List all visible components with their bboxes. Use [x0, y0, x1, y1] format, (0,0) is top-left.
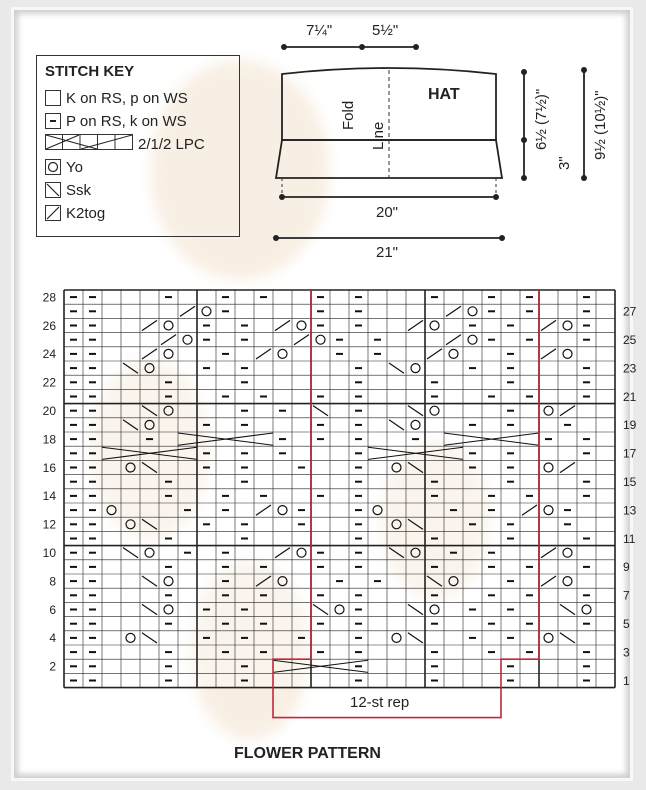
repeat-label: 12-st rep	[350, 694, 410, 711]
row-number-left: 20	[42, 403, 56, 418]
row-number-left: 18	[42, 432, 56, 447]
row-number-right: 11	[623, 531, 636, 546]
dim-right-c: 9½ (10½)"	[592, 90, 609, 160]
row-number-right: 17	[623, 446, 637, 461]
line-label: Line	[370, 121, 387, 150]
key-label: Yo	[66, 158, 83, 176]
row-number-left: 16	[42, 460, 56, 475]
key-label: K on RS, p on WS	[66, 89, 188, 107]
row-number-left: 8	[49, 574, 56, 589]
chart-title: FLOWER PATTERN	[234, 745, 381, 762]
row-number-right: 23	[623, 361, 637, 376]
row-number-right: 9	[623, 560, 630, 575]
hat-label: HAT	[428, 86, 460, 103]
flower-pattern-chart	[0, 280, 646, 720]
dim-right-a: 6½ (7½)"	[533, 88, 550, 150]
row-number-right: 13	[623, 503, 637, 518]
row-number-right: 3	[623, 645, 630, 660]
row-number-left: 4	[49, 631, 56, 646]
row-number-right: 19	[623, 418, 637, 433]
row-number-left: 2	[49, 659, 56, 674]
row-number-right: 5	[623, 616, 630, 631]
key-label: 2/1/2 LPC	[138, 135, 205, 153]
row-number-left: 14	[42, 489, 56, 504]
row-number-left: 22	[42, 375, 56, 390]
dim-top-left: 7¼"	[306, 22, 333, 39]
row-number-right: 25	[623, 332, 637, 347]
row-number-right: 21	[623, 389, 637, 404]
key-label: P on RS, k on WS	[66, 112, 187, 130]
row-number-left: 24	[42, 347, 56, 362]
dim-bottom-outer: 21"	[376, 244, 399, 261]
row-number-left: 26	[42, 318, 56, 333]
row-number-left: 12	[42, 517, 56, 532]
row-number-left: 28	[42, 290, 56, 305]
key-label: K2tog	[66, 204, 106, 222]
row-number-right: 27	[623, 304, 637, 319]
fold-label: Fold	[340, 100, 357, 130]
key-label: Ssk	[66, 181, 92, 199]
row-number-left: 6	[49, 602, 56, 617]
row-number-right: 1	[623, 673, 630, 688]
row-number-left: 10	[42, 545, 56, 560]
row-number-right: 7	[623, 588, 630, 603]
row-number-right: 15	[623, 474, 637, 489]
dim-top-right: 5½"	[372, 22, 399, 39]
stitch-key-title: STITCH KEY	[45, 63, 135, 80]
dim-bottom-inner: 20"	[376, 204, 399, 221]
dim-right-b: 3"	[556, 156, 573, 170]
